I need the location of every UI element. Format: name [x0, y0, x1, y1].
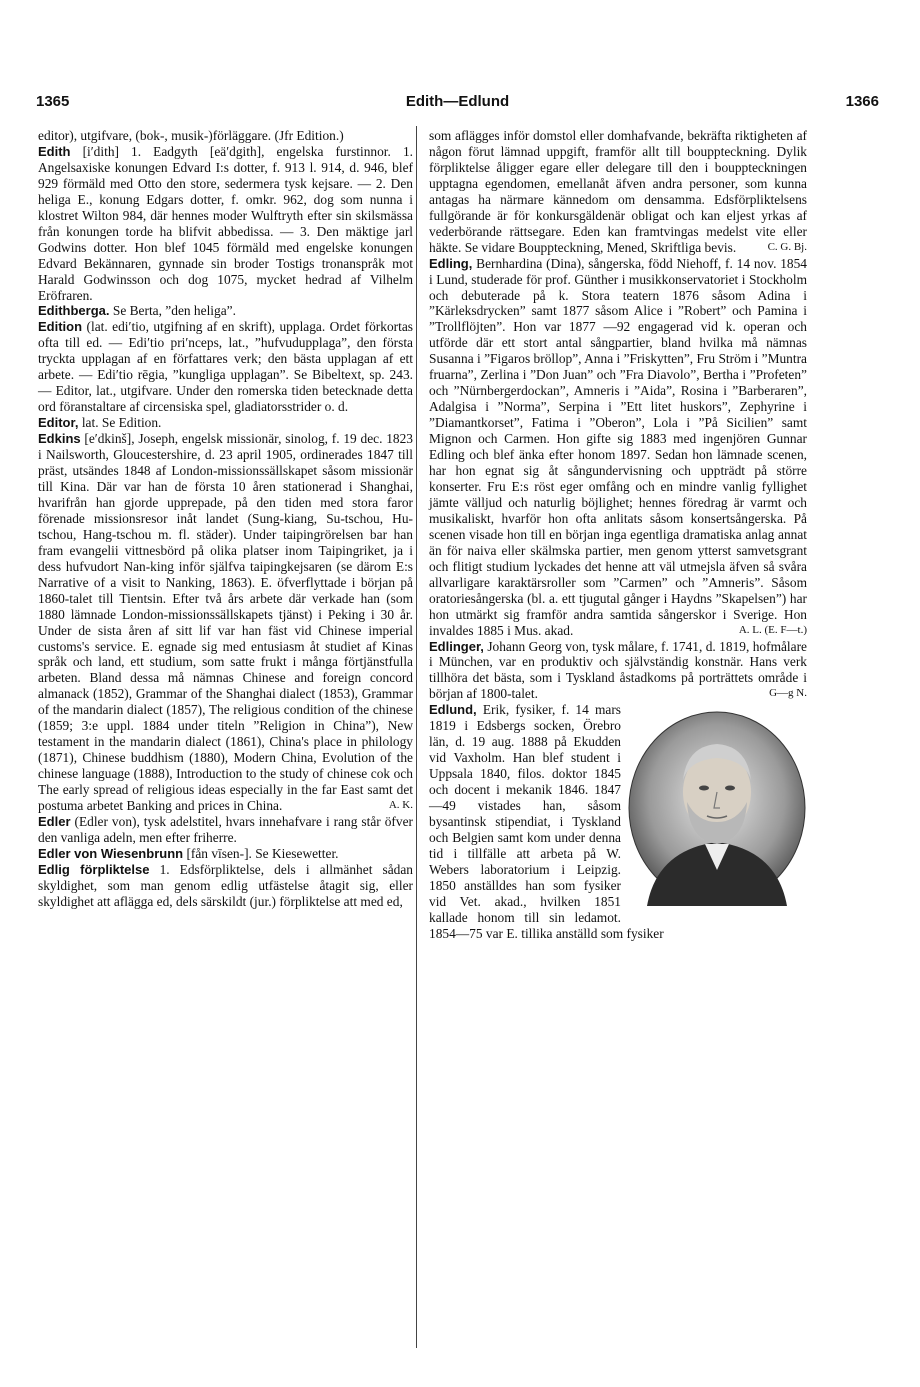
entry-edlinger: Edlinger, Johann Georg von, tysk målare, f. 1741, d. 1819, hofmålare i München, var en produktiv och självständig konstnär. Hans verk tillhöra det bästa, som i Tyskland åstadkoms på porträttets område i början af 1800-talet. G—g N. — [429, 638, 807, 702]
entry-edithberga: Edithberga. Se Berta, ”den heliga”. — [38, 303, 236, 319]
page-number-right: 1366 — [845, 93, 879, 110]
headword: Edith — [38, 143, 71, 159]
entry-edler: Edler (Edler von), tysk adelstitel, hvars innehafvare i rang står öfver den vanliga adeln, men efter friherre. — [38, 813, 413, 845]
entry-continuation: som aflägges inför domstol eller domhafvande, bekräfta riktigheten af någon förut lämnad uppgift, framför allt till bouppteckning. Dylik förpliktelse åligger egare eller delegare till den i bouppteckningen upptagna egendomen, emellanåt äfven andra personer, som kunna antagas ha närmare kännedom om densamma. Edsförpliktelsens fullgörande är för konkursgäldenär obligat och kan eljest yrkas af vederbörande rättsegare. Eden kan framtvingas medelst vite eller häkte. Se vidare Bouppteckning, Mened, Skriftliga bevis. C. G. Bj. — [429, 128, 807, 255]
author-signature: A. L. (E. F—t.) — [738, 623, 807, 636]
headword: Edlig förpliktelse — [38, 861, 150, 877]
right-column — [429, 128, 807, 942]
entry-edition: Edition (lat. edi′tio, utgifning af en skrift), upplaga. Ordet förkortas ofta till ed. — Edi′tio pri′nceps, lat., ”hufvudupplaga”, den första tryckta upplagan af en författares verk; den bästa upplagan af ett arbete. — Edi′tio rēgia, ”kungliga upplagan”. Se Bibeltext, sp. 243. — Editor, lat., utgifvare. Under den romerska tiden betecknade detta ord föranstaltare af circensiska spel, gladiatorsstrider o. d. — [38, 319, 413, 415]
page-header — [36, 93, 879, 113]
entry-edlund: Edlund, Erik, fysiker, f. 14 mars 1819 i Edsbergs socken, Örebro län, d. 19 aug. 1888 på Ekudden vid Vaxholm. Han blef student i Uppsala 1840, filos. doktor 1845 och docent i mekanik 1846. 1847 —49 vistades han, såsom bysantinsk stipendiat, i Tyskland och Belgien samt kom under denna tid i tillfälle att arbeta på W. Webers laboratorium i Leipzig. 1850 anställdes han som fysiker vid Vet. akad., hvilken 1851 kallade honom till sin ledamot. 1854—75 var E. tillika anställd som fysiker — [429, 702, 807, 941]
headword: Edler — [38, 813, 71, 829]
author-signature: G—g N. — [769, 687, 807, 700]
entry-edler-von-wiesenbrunn: Edler von Wiesenbrunn [fån vīsen-]. Se Kiesewetter. — [38, 845, 339, 861]
left-column — [38, 128, 413, 910]
author-signature: C. G. Bj. — [767, 240, 807, 253]
entry-edith: Edith [i′dith] 1. Eadgyth [eä′dgith], engelska furstinnor. 1. Angelsaxiske konungen Edvard I:s dotter, f. 913 l. 914, d. 946, blef 929 förmäld med Otto den store, sedermera tysk kejsare. — 2. Den heliga E., konung Edgars dotter, f. omkr. 962, dog som nunna i klostret Wilton 984, där hennes moder Wulftryth efter sin skilsmässa från konungen torde ha blifvit abbedissa. — 3. Den mäktige jarl Godwins dotter. Hon blef 1045 förmäld med engelske konungen Edvard Bekännaren, gynnade sin broder Tostigs tronanspråk mot Harald Godwinsson och dog 1075, mycket hedrad af Vilhelm Eröfraren. — [38, 143, 413, 303]
running-title: Edith—Edlund — [405, 93, 510, 110]
entry-continuation: editor), utgifvare, (bok-, musik-)förläggare. (Jfr Edition.) — [38, 128, 344, 143]
page-number-left: 1365 — [36, 93, 70, 110]
headword: Edkins — [38, 431, 81, 447]
headword: Edlinger, — [429, 638, 484, 654]
entry-editor: Editor, lat. Se Edition. — [38, 415, 162, 431]
entry-edkins: Edkins [e′dkinš], Joseph, engelsk missionär, sinolog, f. 19 dec. 1823 i Nailsworth, Gloucestershire, d. 23 april 1905, ordinerades 1847 till präst, utsändes 1848 af London-missionssällskapet såsom missionär till Kina. Där var han de första 10 åren stationerad i Shanghai, hvarifrån han gjorde upprepade, på den tiden med stora faror förenade missionsresor inåt landet (Sung-kiang, Su-tschou, Hu-tschou, Hang-tschou m. fl. städer). Under taipingrörelsen bar han fram evangelii vittnesbörd på olika platser inom Taipingriket, ja i dess hufvudort Nan-king inför själfva taipingkejsaren (se därom E:s Narrative of a visit to Nanking, 1863). E. öfverflyttade i början på 1860-talet till Tientsin. Efter två års arbete där verkade han (som 1880 lämnade London-missionssällskapets tjänst) i Peking i 30 år. Under de sista åren af sitt lif var han fäst vid Chinese imperial customs's service. E. egnade sig med entusiasm åt studiet af Kinas språk och land, ett studium, som satte frukt i många förtjänstfulla arbeten. Bland dessa må nämnas Chinese and foreign concord almanack (1852), Grammar of the Shanghai dialect (1853), Grammar of the mandarin dialect (1857), The religious condition of the chinese (1859; 3:e uppl. 1884 under titeln ”Religion in China”), New testament in the mandarin dialect (1861), China's place in philology (1871), Chinese buddhism (1880), Modern China, Evolution of the chinese language (1888), Introduction to the study of chinese cok och The early spread of religious ideas especially in the far East samt det postuma arbetet Banking and prices in China. A. K. — [38, 431, 413, 814]
headword: Edition — [38, 319, 83, 335]
headword: Editor, — [38, 415, 79, 431]
column-divider — [416, 126, 417, 1348]
headword: Edlund, — [429, 702, 477, 718]
portrait-image — [627, 710, 807, 906]
headword: Edithberga. — [38, 303, 110, 319]
entry-edling: Edling, Bernhardina (Dina), sångerska, född Niehoff, f. 14 nov. 1854 i Lund, studerade för prof. Günther i musikkonservatoriet i Stockholm och debuterade på k. Stora teatern 1876 såsom Adina i ”Kärleksdrycken” samt 1877 såsom Alice i ”Robert” och Pamina i ”Trollflöjten”. Hon var 1877 —92 engagerad vid k. operan och utförde där ett stort antal sångpartier, bland hvilka må nämnas Susanna i ”Figaros bröllop”, Anna i ”Friskytten”, Fru Ström i ”Muntra fruarna”, Zerlina i ”Don Juan” och ”Fra Diavolo”, Bertha i ”Profeten” och ”Nürnbergerdockan”, Amneris i ”Aida”, Rosina i ”Barberaren”, Adalgisa i ”Norma”, Serpina i ”Ett litet huskors”, Zephyrine i ”Diamantkorset”, Fatima i ”Oberon”, Lola i ”På Sicilien” samt Mignon och Carmen. Hon gifte sig 1883 med ingenjören Gunnar Edling och blef änka efter honom 1897. Sedan hon lämnade scenen, har hon egnat sig åt sångundervisning och uppträdt på större konserter. Fru E:s röst eger omfång och en mindre vanlig fyllighet jämte välljud och naturlig böjlighet; hennes föredrag är varmt och musikaliskt, hvarför hon ofta anlitats såsom konsertsångerska. På scenen visade hon till en början inga egentliga dramatiska anlag annat än för naiva eller skälmska partier, men genom ytterst samvetsgrant och flitigt studium lyckades det henne att väl utmejsla äfven så svåra allvarligare karaktärsroller som ”Carmen” och ”Amneris”. Såsom oratoriesångerska (bl. a. ett tjugutal gånger i Haydns ”Skapelsen”) har hon utmärkt sig framför andra samtida sångerskor i Sverige. Hon invaldes 1885 i Mus. akad. A. L. (E. F—t.) — [429, 255, 807, 638]
entry-edlig-forpliktelse: Edlig förpliktelse 1. Edsförpliktelse, dels i allmänhet sådan skyldighet, som man genom edlig utfästelse åtagit sig, eller skyldighet att aflägga ed, dels särskildt (jur.) förpliktelse att med ed, — [38, 861, 413, 909]
author-signature: A. K. — [388, 799, 413, 812]
headword: Edler von Wiesenbrunn — [38, 845, 184, 861]
headword: Edling, — [429, 255, 473, 271]
